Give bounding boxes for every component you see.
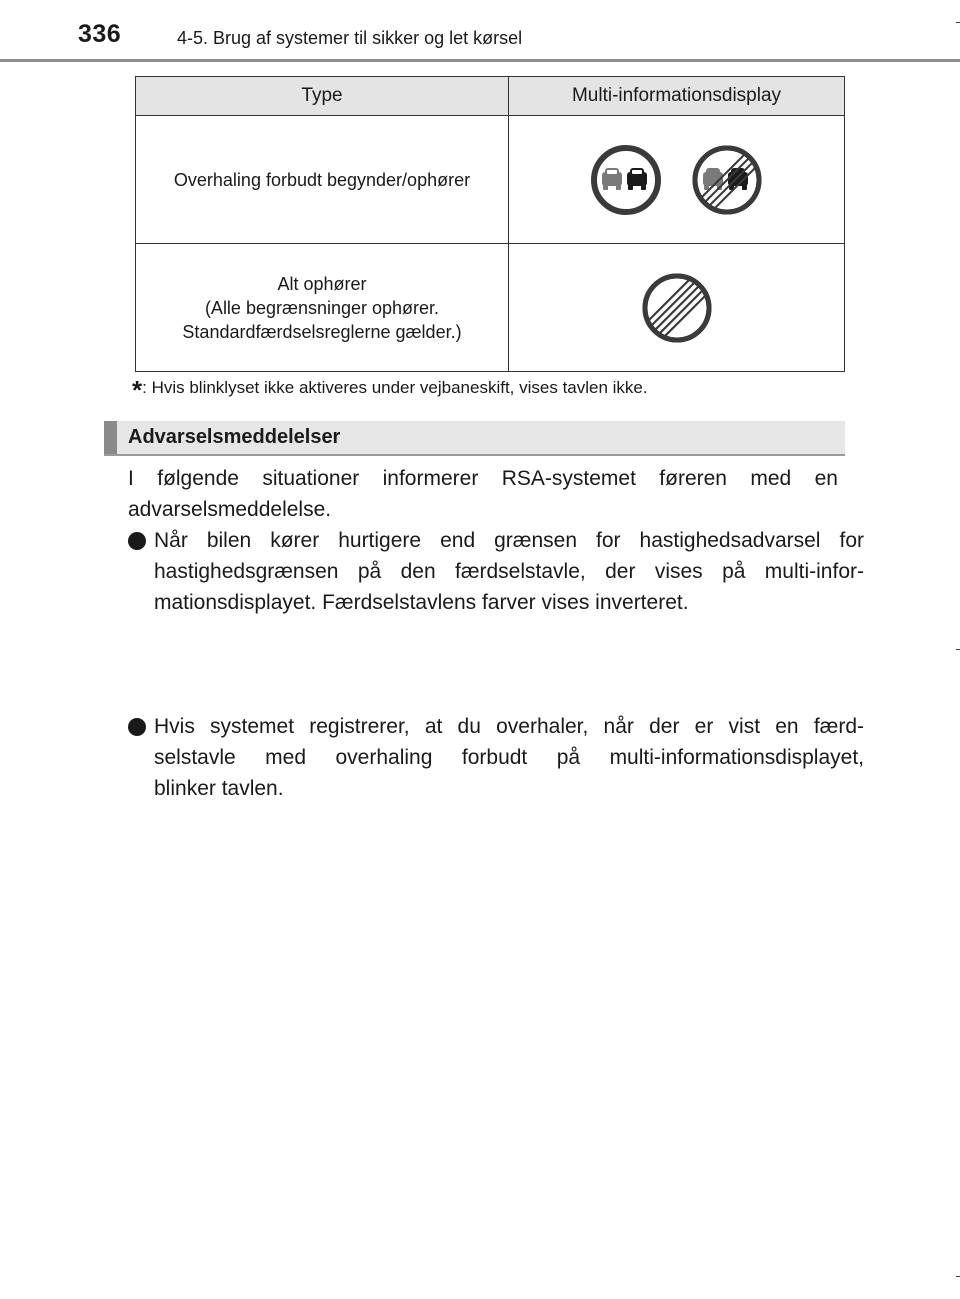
intro-line: I følgende situationer informerer RSA-systemet føreren med en xyxy=(128,467,838,490)
display-cell xyxy=(509,244,845,372)
section-heading-text: Advarselsmeddelelser xyxy=(128,426,341,448)
column-header-type: Type xyxy=(136,77,509,116)
type-cell xyxy=(136,116,509,244)
column-header-display: Multi-informationsdisplay xyxy=(509,77,845,116)
bullet-line: Når bilen kører hurtigere end grænsen for hastighedsadvarsel for xyxy=(154,529,864,552)
crop-mark xyxy=(956,22,960,23)
end-all-restrictions-sign-icon xyxy=(641,272,713,344)
bullet-icon xyxy=(128,718,146,736)
bullet-line: mationsdisplayet. Færdselstavlens farver vises inverteret. xyxy=(154,591,689,614)
crop-mark xyxy=(956,649,960,650)
end-no-overtaking-sign-icon xyxy=(691,144,763,216)
type-label: Alt ophører xyxy=(277,273,367,294)
section-heading xyxy=(104,421,845,456)
type-label: (Alle begrænsninger ophører. xyxy=(204,297,440,318)
page-header xyxy=(0,0,960,62)
sign-type-table xyxy=(135,76,845,372)
table-row xyxy=(136,244,845,372)
bullet-line: hastighedsgrænsen på den færdselstavle, der vises på multi-infor- xyxy=(154,560,864,583)
bullet-item xyxy=(128,711,864,804)
heading-accent xyxy=(104,421,117,454)
chapter-title: 4-5. Brug af systemer til sikker og let kørsel xyxy=(177,28,523,48)
table-row xyxy=(136,116,845,244)
bullet-icon xyxy=(128,532,146,550)
type-label: Standardfærdselsreglerne gælder.) xyxy=(182,321,462,342)
type-cell xyxy=(136,244,509,372)
bullet-line: Hvis systemet registrerer, at du overhaler, når der er vist en færd- xyxy=(154,715,864,738)
no-overtaking-sign-icon xyxy=(590,144,662,216)
bullet-item xyxy=(128,525,864,618)
bullet-line: blinker tavlen. xyxy=(154,777,284,800)
header-rule xyxy=(0,59,960,62)
table-header-row xyxy=(136,77,845,116)
intro-paragraph xyxy=(128,463,838,525)
footnote-marker: * xyxy=(132,375,143,405)
footnote-text: : Hvis blinklyset ikke aktiveres under vejbaneskift, vises tavlen ikke. xyxy=(142,378,648,397)
bullet-line: selstavle med overhaling forbudt på multi-informationsdisplayet, xyxy=(154,746,864,769)
crop-mark xyxy=(956,1276,960,1277)
page-number: 336 xyxy=(78,20,122,48)
footnote xyxy=(132,375,648,406)
intro-line: advarselsmeddelelse. xyxy=(128,498,332,521)
display-cell xyxy=(509,116,845,244)
type-label: Overhaling forbudt begynder/ophører xyxy=(173,169,471,190)
